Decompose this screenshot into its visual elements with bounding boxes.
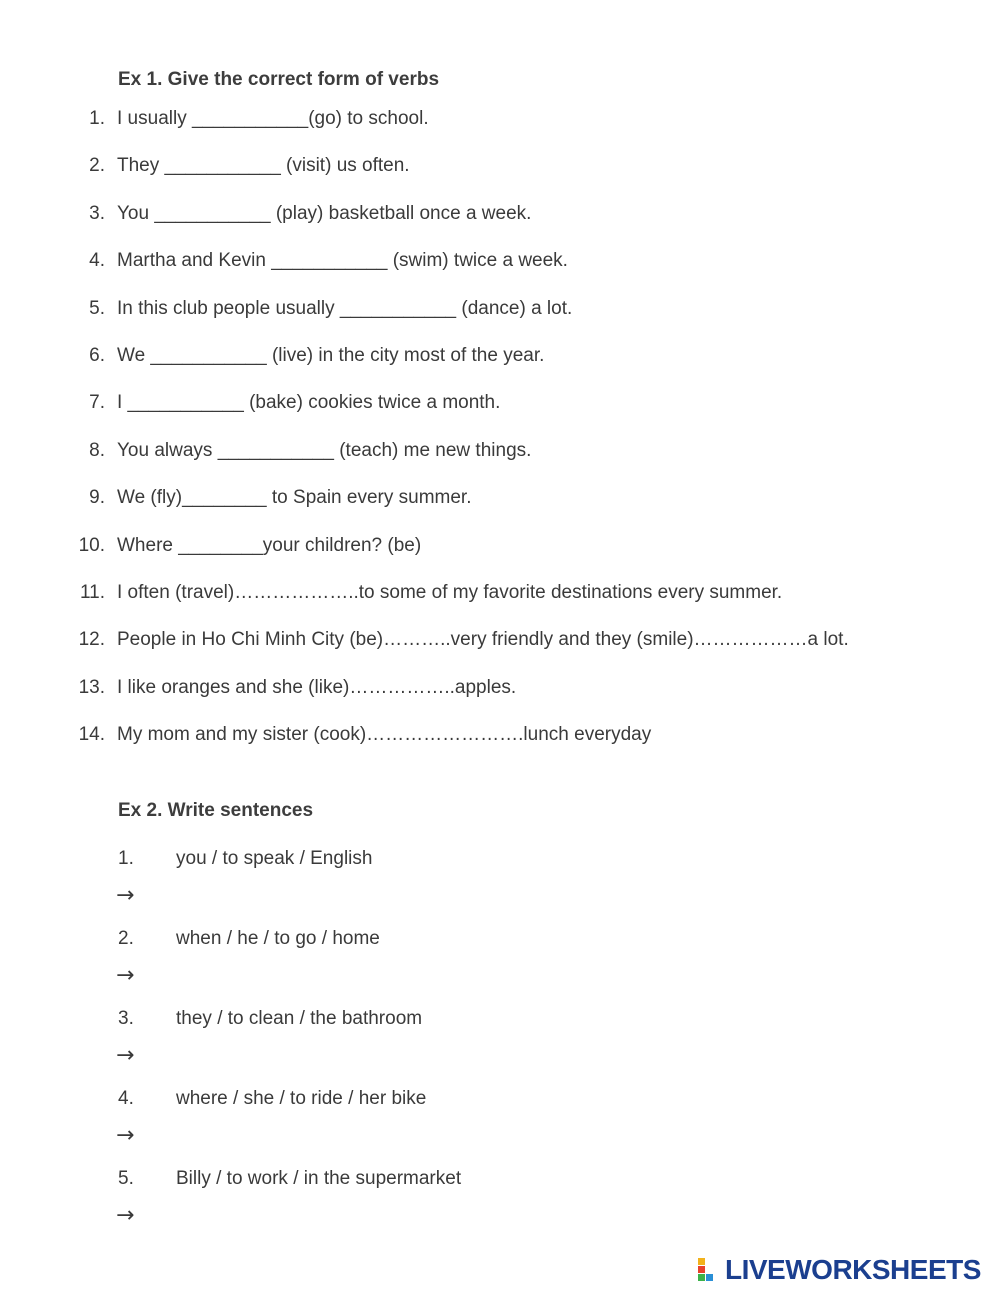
item-number: 7. xyxy=(89,392,105,414)
item-number: 1. xyxy=(118,848,134,869)
item-text: I often (travel)………………..to some of my favorite destinations every summer. xyxy=(117,581,783,603)
item-number: 4. xyxy=(89,250,105,272)
item-number: 11. xyxy=(79,581,105,603)
answer-arrow-icon: → xyxy=(116,1203,135,1228)
item-text: I usually ___________(go) to school. xyxy=(117,108,429,129)
item-prompt: Billy / to work / in the supermarket xyxy=(176,1168,462,1189)
item-text: We ___________ (live) in the city most of the year. xyxy=(117,344,545,366)
item-text: Where ________your children? (be) xyxy=(117,534,422,556)
item-number: 2. xyxy=(89,155,105,177)
item-number: 4. xyxy=(118,1088,134,1109)
answer-arrow-icon: → xyxy=(116,1043,135,1068)
liveworksheets-logo-icon xyxy=(698,1258,722,1282)
exercise-2-heading: Ex 2. Write sentences xyxy=(118,800,314,821)
item-prompt: where / she / to ride / her bike xyxy=(176,1088,427,1109)
item-text: We (fly)________ to Spain every summer. xyxy=(117,487,472,509)
item-text: You always ___________ (teach) me new things. xyxy=(117,439,532,461)
item-number: 2. xyxy=(118,928,134,949)
item-number: 6. xyxy=(89,344,105,366)
item-number: 13. xyxy=(78,676,105,698)
item-text: Martha and Kevin ___________ (swim) twice a week. xyxy=(117,250,568,272)
item-number: 8. xyxy=(89,439,105,461)
item-number: 5. xyxy=(89,297,105,319)
answer-arrow-icon: → xyxy=(116,963,135,988)
item-number: 5. xyxy=(118,1168,134,1189)
item-text: People in Ho Chi Minh City (be)………..very friendly and they (smile)………………a lot. xyxy=(117,629,849,651)
item-number: 3. xyxy=(118,1008,134,1029)
item-text: I like oranges and she (like)……………..apples. xyxy=(117,676,517,698)
answer-arrow-icon: → xyxy=(116,883,135,908)
item-prompt: when / he / to go / home xyxy=(176,928,380,949)
item-text: I ___________ (bake) cookies twice a month. xyxy=(117,392,501,414)
item-number: 9. xyxy=(89,487,105,509)
item-number: 3. xyxy=(89,202,105,224)
item-text: They ___________ (visit) us often. xyxy=(117,155,410,177)
liveworksheets-logo xyxy=(698,1254,981,1286)
item-prompt: you / to speak / English xyxy=(176,848,373,869)
item-text: My mom and my sister (cook)…………………….lunch everyday xyxy=(117,724,652,746)
item-text: You ___________ (play) basketball once a week. xyxy=(117,202,532,224)
exercise-1-heading: Ex 1. Give the correct form of verbs xyxy=(118,69,440,90)
item-number: 10. xyxy=(78,534,105,556)
item-text: In this club people usually ___________ (dance) a lot. xyxy=(117,297,573,319)
item-number: 1. xyxy=(89,108,105,129)
answer-arrow-icon: → xyxy=(116,1123,135,1148)
logo-text: LIVEWORKSHEETS xyxy=(725,1254,981,1285)
item-number: 12. xyxy=(78,629,105,651)
item-prompt: they / to clean / the bathroom xyxy=(176,1008,423,1029)
item-number: 14. xyxy=(78,724,105,746)
